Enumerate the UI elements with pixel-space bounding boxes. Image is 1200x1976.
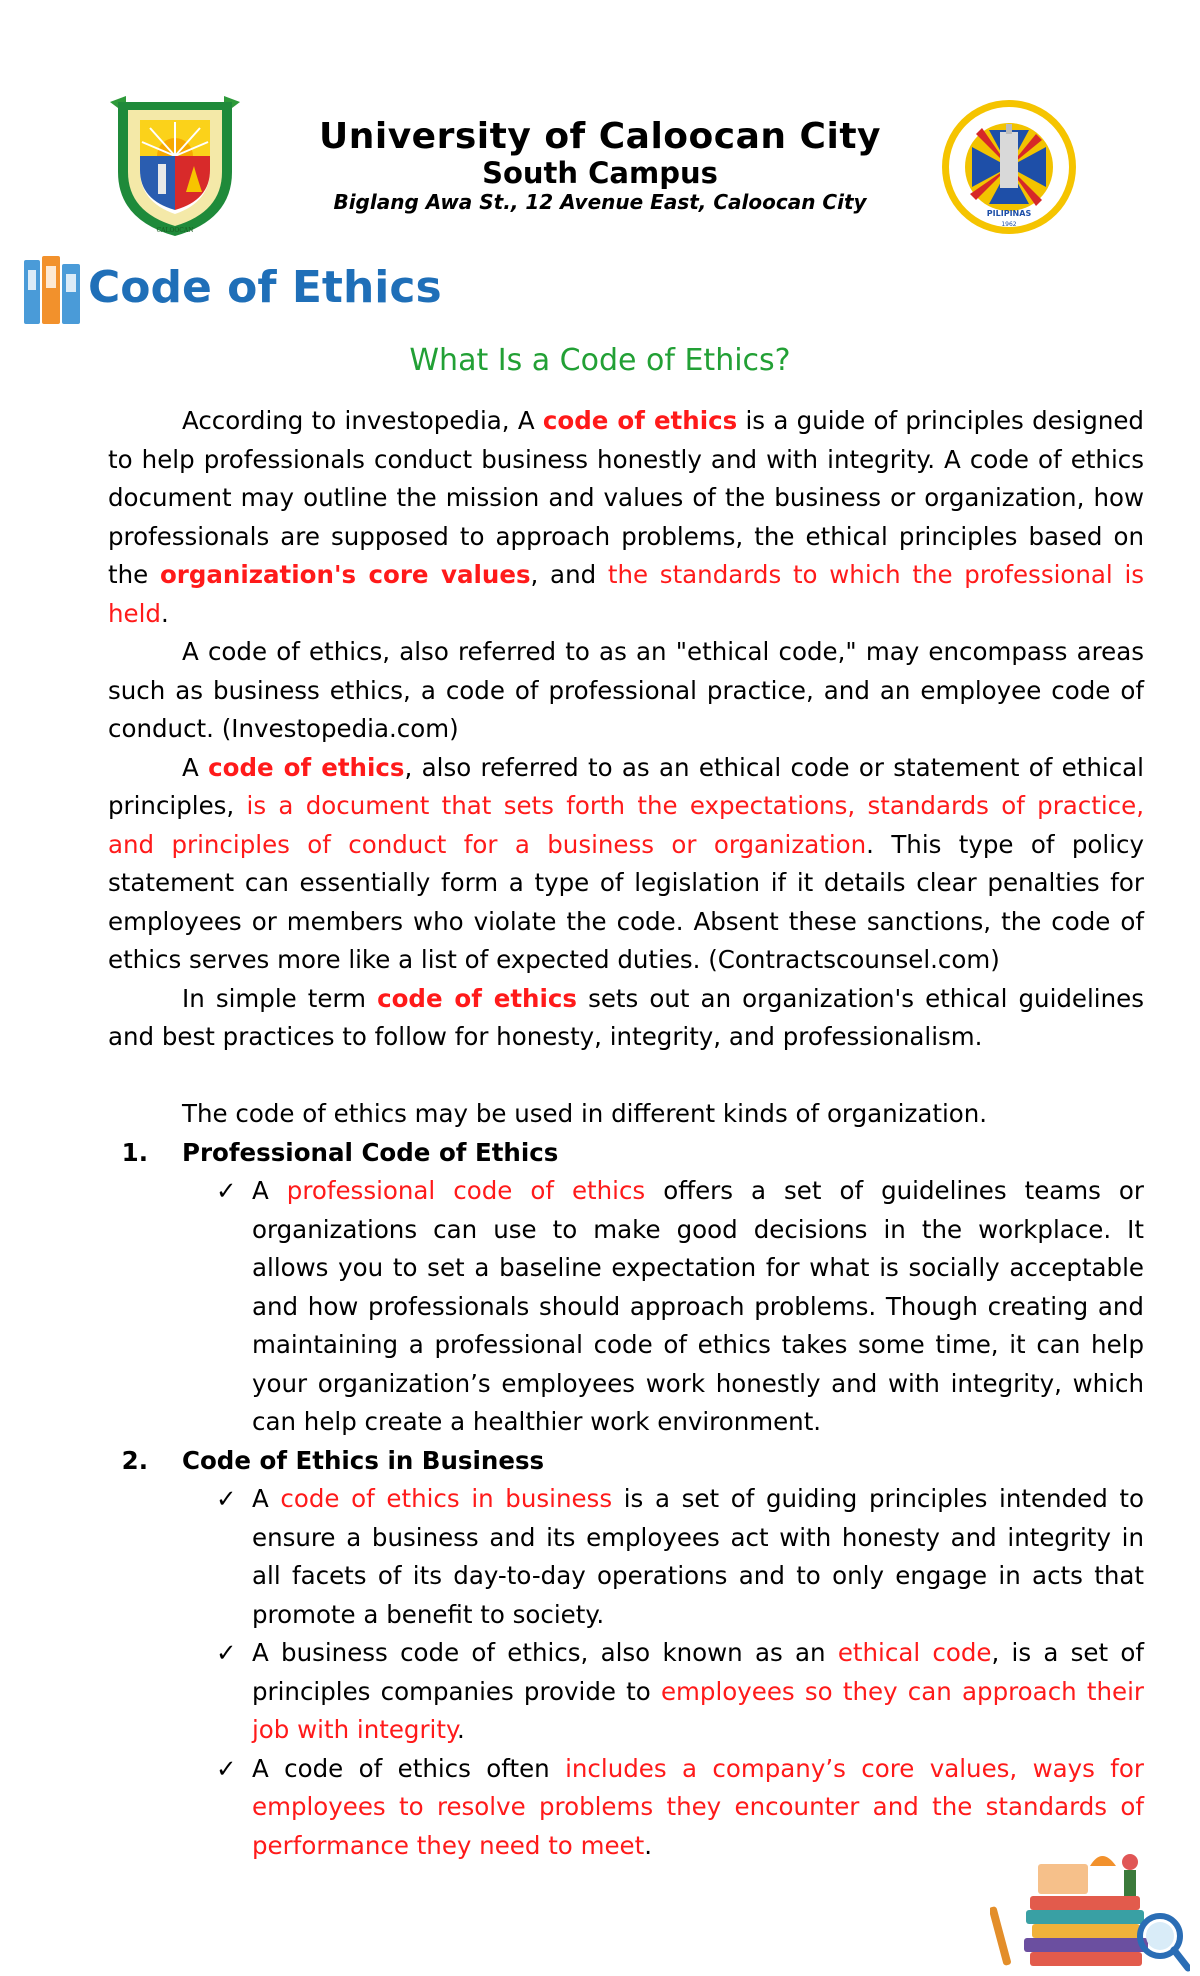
university-name: University of Caloocan City (319, 116, 881, 157)
books-icon (24, 256, 82, 326)
paragraph-1: According to investopedia, A code of ethics is a guide of principles designed to help professionals conduct business honestly and with integrity. A code of ethics document may outline the mission and values of the business or organization, how professionals are supposed to approach problems, the ethical principles based on the organization's core values, and the standards to which the professional is held. (108, 406, 1145, 628)
campus-name: South Campus (482, 156, 718, 190)
paragraph-5: The code of ethics may be used in different kinds of organization. (182, 1099, 988, 1128)
paragraph-3: A code of ethics, also referred to as an ethical code or statement of ethical principles, is a document that sets forth the expectations, standards of practice, and principles of conduct for a business or organization. This type of policy statement can essentially form a type of legislation if it details clear penalties for employees or members who violate the code. Absent these sanctions, the code of ethics serves more like a list of expected duties. (Contractscounsel.com) (108, 752, 1144, 974)
seal-bottom-text: PILIPINAS (986, 209, 1032, 218)
document-subtitle: What Is a Code of Ethics? (409, 343, 791, 378)
svg-text:CALOOCAN: CALOOCAN (156, 227, 194, 234)
list-item-2-bullet-1: ✓ A code of ethics in business is a set of guiding principles intended to ensure a business and its employees act with honesty and integrity in all facets of its day-to-day operations and to only engage in acts that promote a benefit to society. (108, 1480, 1144, 1634)
check-icon: ✓ (216, 1638, 237, 1667)
list-item-2-bullet-2: ✓ A business code of ethics, also known as an ethical code, is a set of principles companies provide to employees so they can approach their job with integrity. (108, 1634, 1144, 1750)
books-magnifier-illustration-icon (990, 1836, 1190, 1976)
list-item-2-bullet-3: ✓ A code of ethics often includes a company’s core values, ways for employees to resolve problems they encounter and the standards of performance they need to meet. (108, 1750, 1144, 1866)
check-icon: ✓ (216, 1176, 237, 1205)
paragraph-2: A code of ethics, also referred to as an "ethical code," may encompass areas such as business ethics, a code of professional practice, and an employee code of conduct. (Investopedia.com) (108, 637, 1144, 743)
list-item-2-heading: 2. Code of Ethics in Business (121, 1445, 545, 1475)
list-item-1-bullet-1: ✓ A professional code of ethics offers a set of guidelines teams or organizations can use to make good decisions in the workplace. It allows you to set a baseline expectation for what is socially acceptable and how professionals should approach problems. Though creating and maintaining a professional code of ethics takes some time, it can help your organization’s employees work honestly and with integrity, which can help create a healthier work environment. (108, 1172, 1144, 1442)
check-icon: ✓ (216, 1753, 237, 1783)
campus-address: Biglang Awa St., 12 Avenue East, Caloocan City (333, 190, 867, 214)
document-body (108, 402, 1144, 1865)
list-item-1-heading: 1. Professional Code of Ethics (121, 1137, 559, 1167)
document-title: Code of Ethics (88, 262, 442, 313)
seal-year-text: 1962 (1001, 221, 1017, 228)
paragraph-4: In simple term code of ethics sets out an organization's ethical guidelines and best practices to follow for honesty, integrity, and professionalism. (108, 983, 1144, 1051)
city-seal-icon (940, 98, 1078, 236)
check-icon: ✓ (216, 1484, 237, 1513)
